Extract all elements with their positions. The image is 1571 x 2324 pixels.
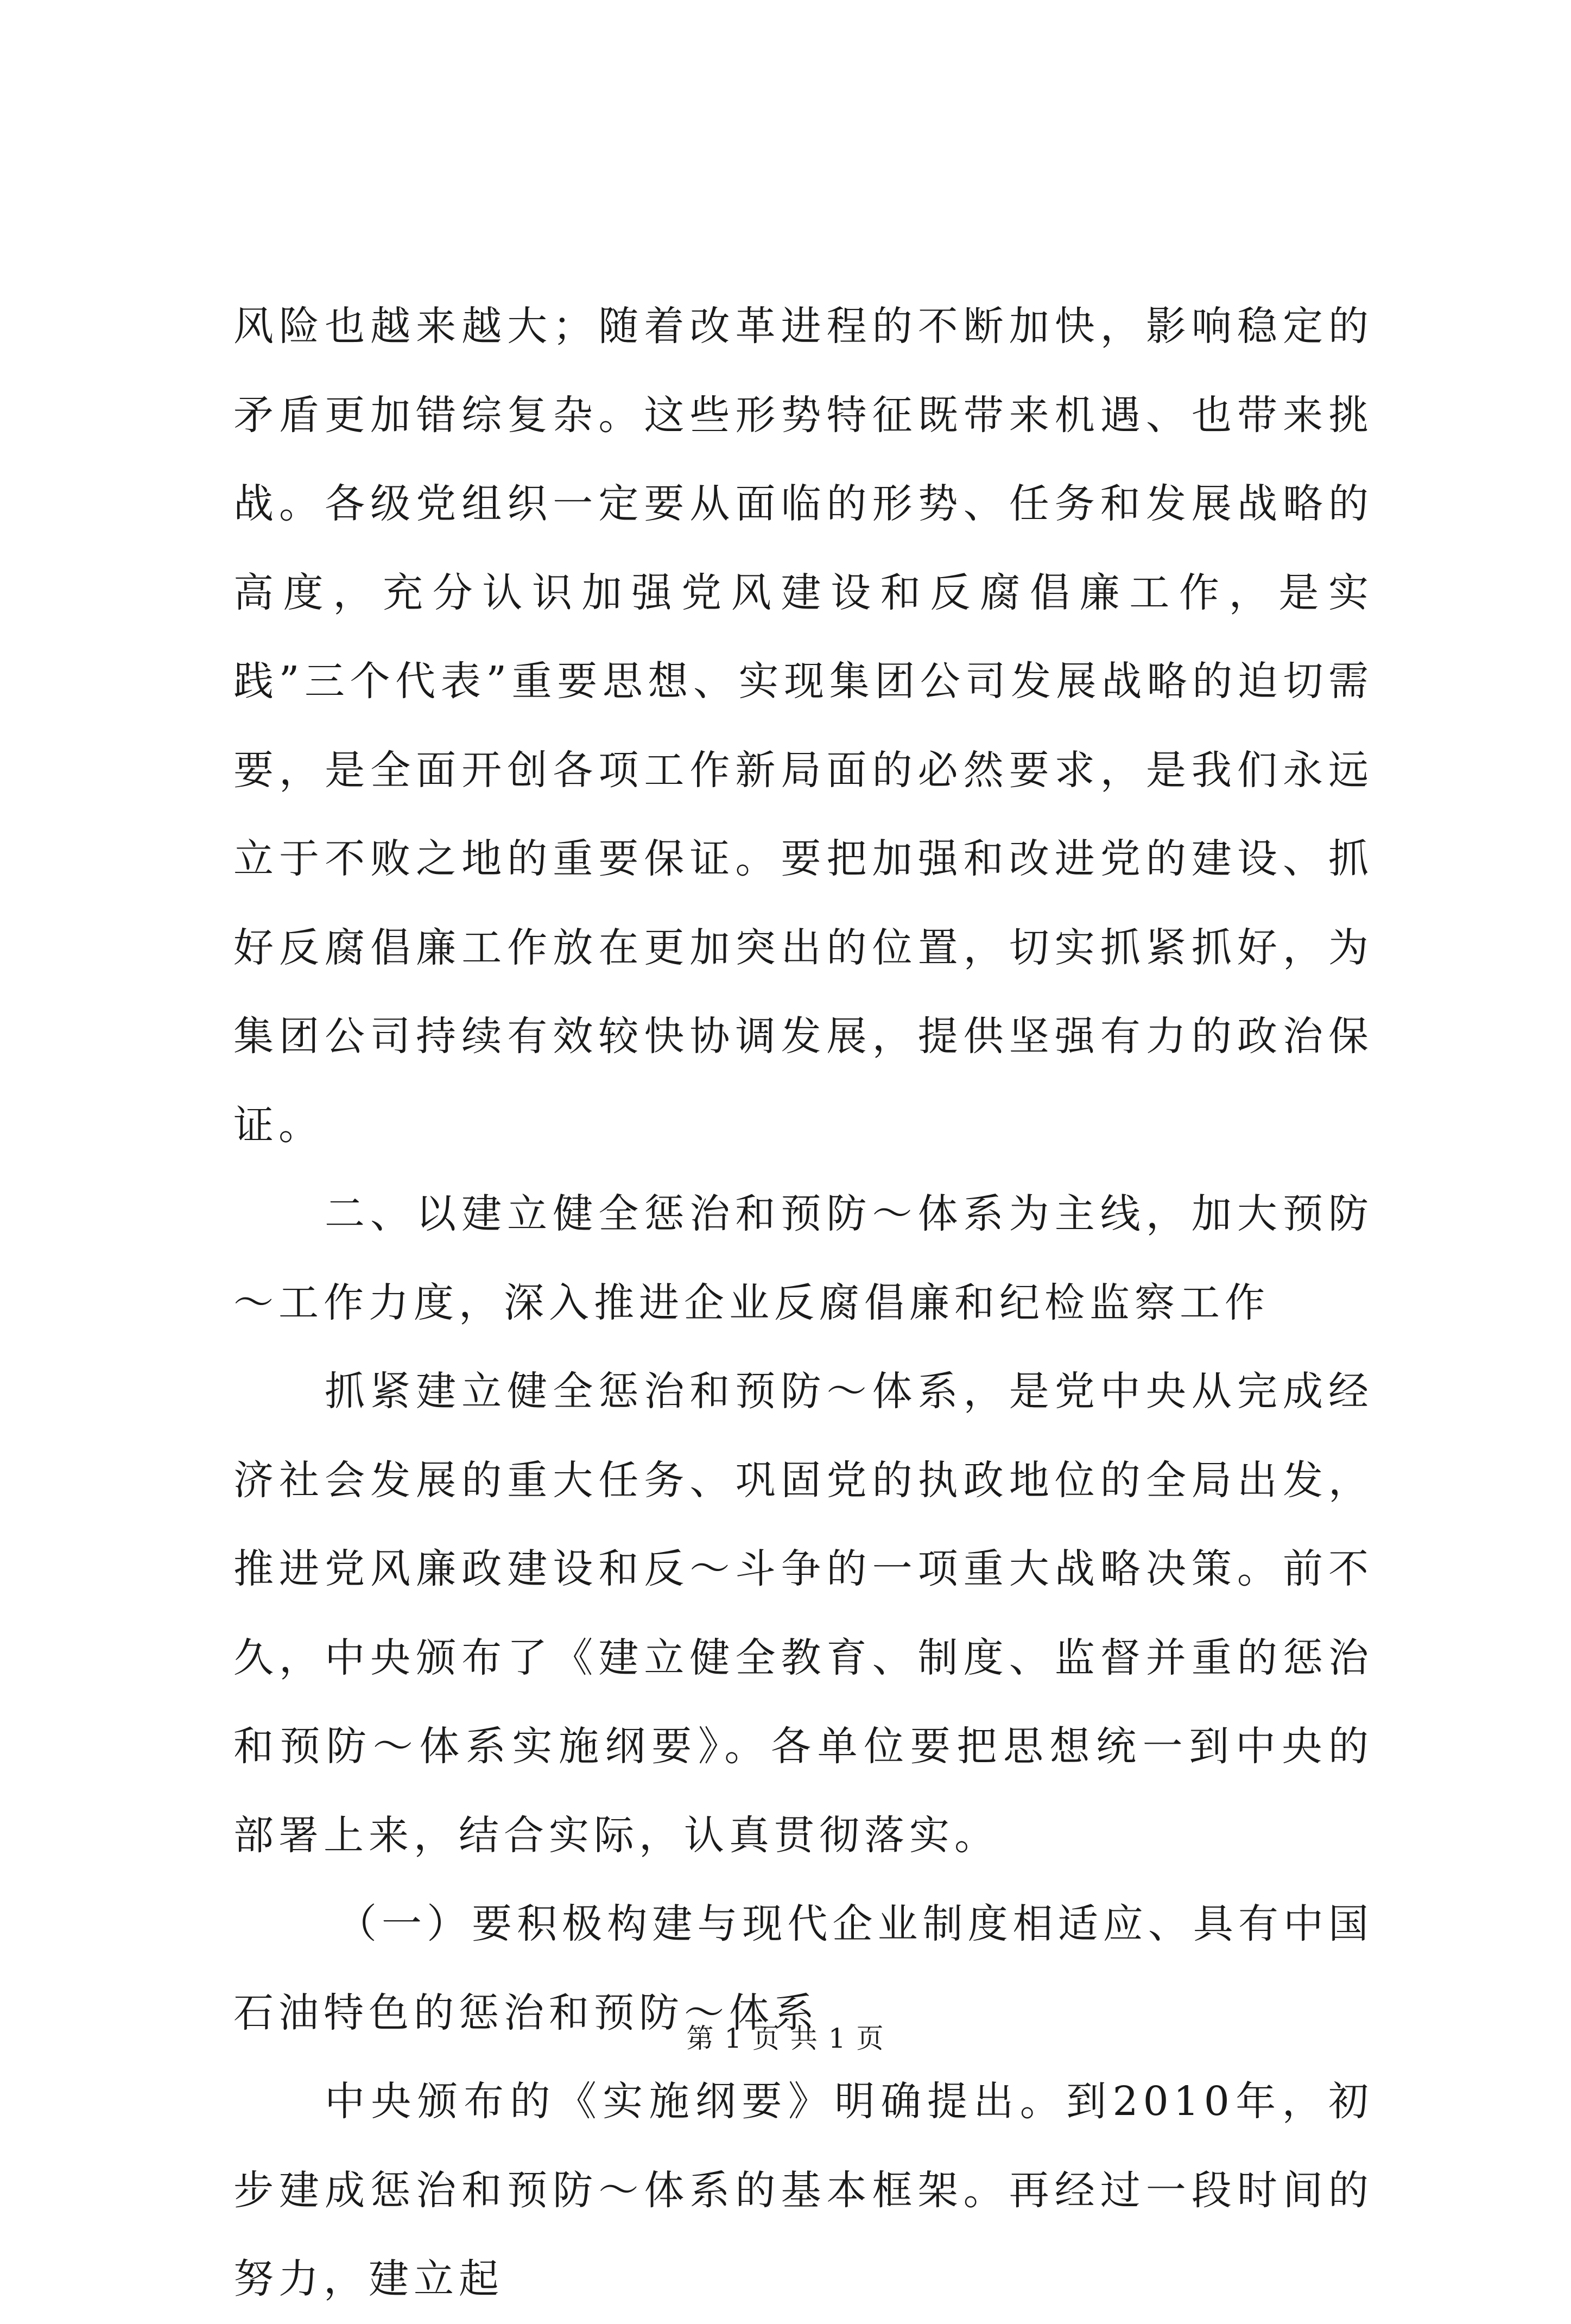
- paragraph-system-building: 抓紧建立健全惩治和预防～体系，是党中央从完成经济社会发展的重大任务、巩固党的执政地位的全局出发，推进党风廉政建设和反～斗争的一项重大战略决策。前不久，中央颁布了《建立健全教育、制度、监督并重的惩治和预防～体系实施纲要》。各单位要把思想统一到中央的部署上来，结合实际，认真贯彻落实。: [233, 1368, 1373, 1859]
- page-footer: 第 1 页 共 1 页: [686, 2023, 885, 2054]
- section-heading-two: 二、以建立健全惩治和预防～体系为主线，加大预防～工作力度，深入推进企业反腐倡廉和纪检监察工作: [233, 1191, 1373, 1326]
- paragraph-outline-goal: 中央颁布的《实施纲要》明确提出。到2010年，初步建成惩治和预防～体系的基本框架。再经过一段时间的努力，建立起: [233, 2078, 1373, 2302]
- paragraph-continuation: 风险也越来越大；随着改革进程的不断加快，影响稳定的矛盾更加错综复杂。这些形势特征既带来机遇、也带来挑战。各级党组织一定要从面临的形势、任务和发展战略的高度，充分认识加强党风建设和反腐倡廉工作，是实践”三个代表”重要思想、实现集团公司发展战略的迫切需要，是全面开创各项工作新局面的必然要求，是我们永远立于不败之地的重要保证。要把加强和改进党的建设、抓好反腐倡廉工作放在更加突出的位置，切实抓紧抓好，为集团公司持续有效较快协调发展，提供坚强有力的政治保证。: [233, 303, 1373, 1149]
- subsection-heading-one: （一）要积极构建与现代企业制度相适应、具有中国石油特色的惩治和预防～体系: [233, 1901, 1373, 2036]
